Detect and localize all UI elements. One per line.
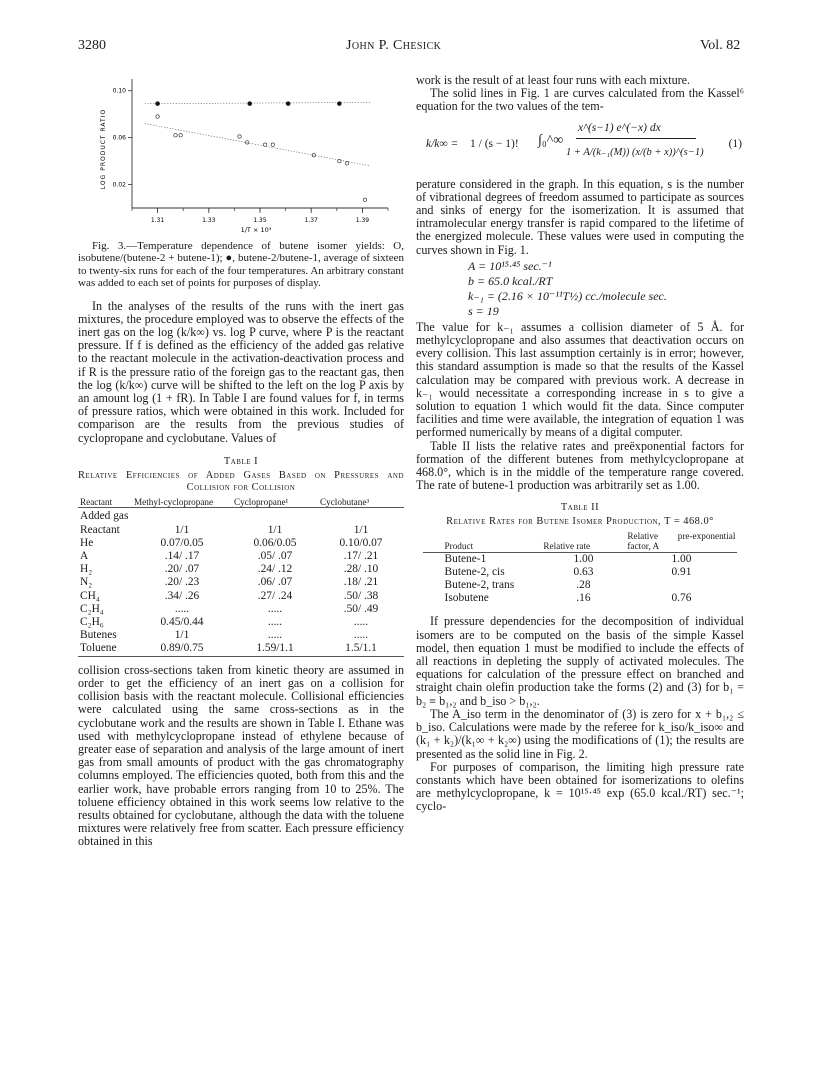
table-2-header: Product [444, 541, 474, 552]
table-1-cell: 1/1 [353, 523, 369, 536]
table-1-cell: .50/ .38 [343, 589, 379, 602]
table-1-cell: 0.06/0.05 [253, 536, 297, 549]
table-1-row [78, 603, 404, 616]
eq1-fraction-bar [576, 138, 696, 139]
right-paragraph-8: For purposes of comparison, the limiting high pressure rate constants which have been obtained for isomerizations to olefins are methylcyclopropane, k = 10¹⁵·⁴⁵ exp (65.0 kcal./RT) sec.⁻¹; cyclo- [416, 759, 744, 814]
table-2-row [423, 566, 738, 579]
table-1-cell: 0.10/0.07 [339, 536, 383, 549]
table-1-row [78, 550, 404, 563]
table-2-header: Relative pre-exponential factor, A [627, 531, 736, 552]
table-1-header: Methyl-cyclopropane [134, 496, 214, 507]
table-1-label: Table I [223, 455, 259, 467]
right-paragraph-6: If pressure dependencies for the decomposition of individual isomers are to be computed on the basis of the simple Kassel model, then equation 1 must be modified to include the effects of all reactions in depleting the supply of activated molecules. The equations for calculation of the pressure effect on branched and straight chain olefin production take the forms (2) and (3) for b₁ = b₂ ≡ b₁,₂ and b_iso > b₁,₂. [416, 614, 744, 708]
table-1-row [78, 576, 404, 589]
constant-k: k₋₁ = (2.16 × 10⁻¹¹T½) cc./molecule sec. [468, 288, 667, 303]
table-1-cell: 1/1 [267, 523, 283, 536]
table-2-cell: 1.00 [671, 552, 692, 565]
table-1-header: Cyclopropane¹ [234, 496, 289, 507]
table-1-header: Cyclobutane³ [320, 496, 370, 507]
table-1-cell: H₂ [80, 563, 93, 576]
table-2-label: Table II [560, 502, 600, 514]
table-1-row [78, 537, 404, 550]
table-1-cell: .24/ .12 [257, 563, 293, 576]
table-1-cell: 0.07/0.05 [160, 536, 204, 549]
table-1-cell: A [80, 550, 89, 563]
table-1-cell: ..... [353, 616, 369, 629]
right-paragraph-1: work is the result of at least four runs with each mixture. [416, 73, 691, 87]
table-1-header: Reactant [80, 496, 113, 507]
right-column [416, 74, 744, 814]
data-point-open [271, 143, 274, 146]
data-point-open [179, 134, 182, 137]
table-2 [416, 502, 744, 605]
table-1-cell: Reactant [80, 523, 120, 536]
table-1 [78, 456, 404, 657]
volume-label: Vol. 82 [700, 38, 741, 53]
x-tick-label: 1.31 [150, 217, 165, 224]
data-point-filled [156, 102, 160, 106]
equation-1 [416, 116, 744, 178]
table-2-cell: Isobutene [444, 592, 489, 605]
eq1-denominator: 1 + A/(k₋₁(M)) (x/(b + x))^(s−1) [566, 146, 704, 158]
table-2-cell: Butene-2, trans [444, 579, 515, 592]
table-1-row [78, 563, 404, 576]
table-2-row [423, 592, 738, 605]
eq1-prefactor: 1 / (s − 1)! [470, 137, 519, 150]
data-point-filled [248, 102, 252, 106]
table-1-section-row [78, 508, 404, 524]
x-tick-label: 1.39 [355, 217, 370, 224]
table-1-cell: Butenes [80, 629, 117, 642]
left-paragraph-2: collision cross-sections taken from kinetic theory are assumed in order to get the efficiency of an inert gas on a collision for collision basis with the reactant molecule. Collisional efficiencies were calculated using the same cross-sections as in the cyclobutane work and the results are shown in Table I. Ethane was used with methylcyclopropane instead of ethylene because of greater ease of separation and analysis of the large amount of inert gas from small amounts of product with the gas chromatography columns employed. The efficiencies quoted, both from this and the earlier work, have probable errors ranging from 10 to 25%. The toluene efficiency obtained in this work seems low relative to the results obtained for cyclobutane, although the data with the toluene mixtures were relatively free from scatter. Each pressure efficiency obtained in this [78, 662, 404, 849]
right-paragraph-2: The solid lines in Fig. 1 are curves calculated from the Kassel⁶ equation for the two values of the tem- [416, 86, 744, 114]
table-1-cell: 0.89/0.75 [160, 642, 204, 655]
table-1-cell: C₂H₄ [80, 602, 104, 615]
table-2-header: Relative rate [543, 541, 591, 552]
fit-line-butene2-butene1 [145, 102, 370, 103]
data-point-filled [286, 102, 290, 106]
data-point-open [338, 159, 341, 162]
table-1-body [78, 524, 404, 657]
data-point-open [174, 134, 177, 137]
table-2-title: Relative Rates for Butene Isomer Production, T = 468.0° [446, 516, 714, 528]
table-1-cell: .18/ .21 [343, 576, 379, 589]
left-paragraph-1: In the analyses of the results of the runs with the inert gas mixtures, the procedure employed was to observe the effects of the inert gas on the log (k/k∞) vs. log P curve, where P is the reactant pressure. If f is defined as the efficiency of the added gas relative to the reactant molecule in the activation-deactivation process and if R is the pressure ratio of the foreign gas to the reactant gas, then the log (k/k∞) curve will be shifted to the left on the log P axis by an amount log (1 + fR). In Table I are found values for f, in terms of pressure ratios, which were obtained in this work. Included for comparison are the results from the previous studies of cyclopropane and cyclobutane. Values of [78, 298, 404, 445]
table-1-row [78, 590, 404, 603]
data-point-open [156, 115, 159, 118]
data-point-open [363, 198, 366, 201]
table-1-cell: Toluene [80, 642, 117, 655]
table-1-cell: .05/ .07 [257, 550, 293, 563]
table-1-title: Relative Efficiencies of Added Gases Based on Pressures and Collision for Collision [78, 469, 404, 493]
figure-3-chart [96, 74, 392, 234]
fit-line-isobutene [145, 124, 370, 166]
table-1-cell: C₂H₆ [80, 616, 104, 629]
table-1-row [78, 642, 404, 656]
table-1-cell: .34/ .26 [164, 589, 200, 602]
table-2-cell [625, 579, 737, 592]
table-1-cell: 1/1 [174, 629, 190, 642]
table-2-cell: 0.91 [671, 565, 692, 578]
y-tick-label: 0.10 [112, 87, 126, 95]
table-1-cell: .20/ .07 [164, 563, 200, 576]
table-1-cell: He [80, 536, 94, 549]
table-1-cell: ..... [267, 629, 283, 642]
constant-a: A = 10¹⁵·⁴⁵ sec.⁻¹ [468, 258, 552, 273]
x-tick-label: 1.33 [202, 217, 216, 224]
table-1-cell: N₂ [80, 576, 93, 589]
table-1-header-row [78, 498, 404, 508]
table-1-cell: .28/ .10 [343, 563, 379, 576]
eq1-integral: ∫₀^∞ [538, 132, 564, 148]
table-2-body [423, 552, 738, 605]
data-point-filled [337, 102, 341, 106]
eq1-lhs: k/k∞ = [426, 137, 459, 150]
constant-s: s = 19 [468, 303, 499, 318]
table-1-cell: 1.5/1.1 [345, 642, 377, 655]
running-author: John P. Chesick [346, 38, 442, 53]
table-1-cell: ..... [174, 602, 190, 615]
x-tick-label: 1.37 [304, 217, 318, 224]
table-1-cell: ..... [353, 629, 369, 642]
table-2-cell: .28 [576, 579, 591, 592]
data-point-open [263, 143, 266, 146]
page-number: 3280 [78, 38, 106, 53]
right-paragraph-3: perature considered in the graph. In this equation, s is the number of vibrational degrees of freedom assumed to participate as sources and sinks of energy for the isomerization. It is assumed that intramolecular energy transfer is rapid compared to the lifetime of the energized molecule. These values were used in computing the curves shown in Fig. 1. [416, 176, 744, 257]
table-1-cell: 1.59/1.1 [256, 642, 294, 655]
y-tick-label: 0.02 [112, 181, 126, 189]
table-1-cell: .50/ .49 [343, 602, 379, 615]
figure-3-caption: Fig. 3.—Temperature dependence of butene isomer yields: O, isobutene/(butene-2 + butene-1); ●, butene-2/butene-1, average of sixteen to twenty-six runs for each of the four temperatures. An arbitrary constant was added to each set of points for purposes of display. [78, 240, 404, 290]
y-tick-label: 0.06 [112, 134, 126, 142]
y-axis-label: LOG PRODUCT RATIO [100, 108, 107, 190]
right-paragraph-4: The value for k₋₁ assumes a collision diameter of 5 Å. for methylcyclopropane and also assumes that deactivation occurs on every collision. This last assumption certainly is in error; however, this standard assumption is made so that the results of the Kassel calculation may be compared with previous work. A decrease in k₋₁ would necessitate a corresponding increase in s to give a solution to equation 1 which would fit the data. Since computer facilities and time were available, the integration of equation 1 was performed numerically by means of a digital computer. [416, 319, 744, 440]
table-1-row [78, 524, 404, 537]
table-1-cell: ..... [267, 616, 283, 629]
eq1-number: (1) [728, 137, 742, 150]
table-1-row [78, 629, 404, 642]
constants-list [468, 259, 744, 319]
table-1-cell: .14/ .17 [164, 550, 200, 563]
right-paragraph-5: Table II lists the relative rates and preëxponential factors for formation of the different butenes from methylcyclopropane at 468.0°, which is in the middle of the temperature range covered. The rate of butene-1 production was arbitrarily set as 1.00. [416, 438, 744, 493]
table-1-cell: .20/ .23 [164, 576, 200, 589]
table-1-section: Added gas [80, 510, 129, 523]
table-2-row [423, 552, 738, 566]
constant-b: b = 65.0 kcal./RT [468, 273, 553, 288]
left-column [78, 240, 404, 849]
table-1-cell: .27/ .24 [257, 589, 293, 602]
table-2-cell: Butene-1 [444, 552, 487, 565]
table-2-cell: .16 [576, 592, 591, 605]
table-1-cell: 0.45/0.44 [160, 616, 204, 629]
data-point-open [238, 135, 241, 138]
table-2-row [423, 579, 738, 592]
table-1-cell: .06/ .07 [257, 576, 293, 589]
data-point-open [246, 141, 249, 144]
table-2-cell: 0.63 [573, 565, 594, 578]
table-2-grid [423, 532, 738, 605]
x-tick-label: 1.35 [253, 217, 267, 224]
table-1-row [78, 616, 404, 629]
table-2-cell: 0.76 [671, 592, 692, 605]
table-1-cell: .17/ .21 [343, 550, 379, 563]
table-1-cell: ..... [267, 602, 283, 615]
table-2-header-row [423, 532, 738, 552]
table-1-cell: CH₄ [80, 589, 100, 602]
table-2-cell: Butene-2, cis [444, 565, 505, 578]
x-axis-label: 1/T × 10³ [240, 226, 272, 234]
table-2-cell: 1.00 [573, 552, 594, 565]
data-point-open [345, 162, 348, 165]
right-paragraph-7: The A_iso term in the denominator of (3) is zero for x + b₁,₂ ≤ b_iso. Calculations were made by the referee for k_iso/k_iso∞ and (k₁ + k₂)/(k₁∞ + k₂∞) using the modifications of (1); the results are presented as the solid line in Fig. 2. [416, 706, 744, 761]
table-1-cell: 1/1 [174, 523, 190, 536]
eq1-numerator: x^(s−1) e^(−x) dx [578, 121, 661, 134]
table-1-grid [78, 498, 404, 657]
